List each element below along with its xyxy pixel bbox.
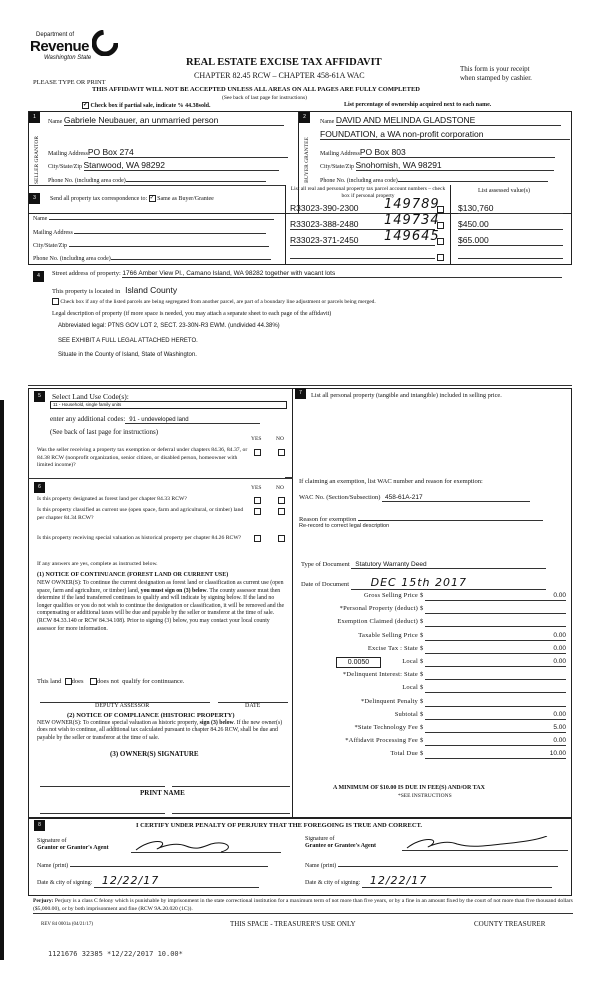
buyer-name: DAVID AND MELINDA GLADSTONE [336, 115, 561, 126]
text: NEW OWNER(S): To continue the current designation as forest land or classification as current use (open space, farm and agriculture, or timber) land, [37, 580, 284, 594]
label: Grantee or Grantee's Agent [305, 843, 377, 849]
text: NEW OWNER(S): To continue special valuation as historic property, [37, 720, 199, 726]
parcel-number [290, 229, 440, 246]
fee-value[interactable]: 0.00 [425, 592, 566, 601]
exemption-no-checkbox[interactable] [278, 449, 285, 456]
logo-dept: Department of [36, 32, 75, 38]
seller-mail: PO Box 274 [88, 147, 288, 158]
text: . The county assessor must then determine if the land transferred continues to qualify and will indicate by signing below. If the land no longer qualifies or you do not wish to continue the designation or classification, it will be removed and the compensating or additional taxes will be due and payable by the seller or transferor at the time of sale. (RCW 84.33.140 or RCW 84.34.108). Prior to signing (3) below, you may contact your local county assessor for more information. [37, 587, 285, 632]
partial-sale-label: Check box if partial sale, indicate % 44.38sold. [90, 102, 211, 109]
section-number-6: 6 [34, 482, 45, 493]
buyer-side-label: BUYER GRANTEE [304, 137, 310, 183]
currency-symbol: $ [420, 605, 424, 613]
label: Name (print) [37, 863, 69, 869]
label: Street address of property: [52, 270, 121, 277]
minimum-due-note: A MINIMUM OF $10.00 IS DUE IN FEE(S) AND/OR TAX [333, 785, 485, 791]
doc-date-field[interactable] [301, 576, 546, 590]
currency-symbol: $ [420, 592, 424, 599]
segregated-field [52, 298, 376, 305]
label: Type of Document [301, 561, 350, 568]
assessed-value-empty [458, 252, 563, 259]
section-number-5: 5 [34, 391, 45, 402]
buyer-phone-field[interactable] [320, 175, 548, 184]
assessed-values-header: List assessed value(s) [478, 188, 530, 194]
continuance-choice [37, 678, 184, 685]
chapter-line: CHAPTER 82.45 RCW – CHAPTER 458-61A WAC [194, 71, 365, 80]
reason-field[interactable] [299, 514, 543, 523]
label: Mailing Address [320, 151, 360, 157]
deputy-assessor-label: DEPUTY ASSESSOR [95, 703, 150, 709]
seller-side-label: SELLER GRANTOR [34, 135, 40, 185]
fee-label: Subtotal [394, 710, 418, 718]
perjury-text: Perjury is a class C felony which is punishable by imprisonment in the state correctional institution for a maximum term of not more than five years, or by a fine in an amount fixed by the court of not more than five thousand dollars ($5,000.00), or by both imprisonment and fine (RCW 9A.20.020 (1C)). [33, 898, 573, 912]
label: Same as Buyer/Grantee [157, 195, 214, 202]
label: City/State/Zip [48, 164, 82, 170]
buyer-city: Snohomish, WA 98291 [356, 160, 554, 171]
divider [285, 477, 293, 478]
corr-city-field[interactable] [33, 240, 269, 249]
seller-mail-field[interactable] [48, 147, 288, 158]
label: Name [320, 119, 335, 125]
partial-sale-checkbox[interactable]: ✓ [83, 102, 89, 108]
seller-city: Stanwood, WA 98292 [84, 160, 279, 171]
parcel-number-text: R33023-371-2450 [290, 235, 359, 245]
print-name-label: PRINT NAME [140, 789, 185, 797]
fee-label: *Delinquent Penalty [360, 697, 418, 705]
certify-heading: I CERTIFY UNDER PENALTY OF PERJURY THAT THE FOREGOING IS TRUE AND CORRECT. [136, 822, 423, 829]
buyer-name-2-field[interactable] [320, 129, 570, 140]
label: This land [37, 678, 62, 685]
owner-signature-title: (3) OWNER(S) SIGNATURE [110, 750, 199, 758]
text-bold: sign (3) below [199, 720, 234, 726]
tax-correspondence [50, 195, 214, 202]
grantee-signature-icon [402, 836, 552, 854]
no-header: NO [276, 436, 284, 442]
parcel-handwritten-id: 149734 [384, 213, 440, 228]
see-instructions: *SEE INSTRUCTIONS [398, 793, 452, 799]
label: Reason for exemption [299, 516, 357, 523]
see-back-note: (See back of last page for instructions) [50, 428, 159, 436]
notice-continuance-text [37, 580, 289, 633]
fee-value[interactable]: 0.00 [425, 658, 566, 667]
currency-symbol: $ [420, 631, 424, 639]
label: Signature of [305, 836, 335, 842]
historical-question: Is this property receiving special valuation as historical property per chapter 84.26 RCW? [37, 535, 242, 541]
currency-symbol: $ [420, 697, 424, 705]
text-bold: you must sign on (3) below [140, 587, 207, 594]
street-field[interactable] [52, 270, 562, 278]
legal-situate: Situate in the County of Island, State of Washington. [58, 352, 197, 358]
divider [285, 185, 286, 265]
seller-name-field[interactable] [48, 115, 284, 126]
fee-value[interactable] [425, 671, 566, 680]
currency-symbol: $ [420, 684, 424, 692]
label: Grantor or Grantor's Agent [37, 845, 109, 851]
assessed-value: $65.000 [458, 235, 563, 246]
label: Phone No. (including area code) [33, 256, 111, 262]
fee-label: *State Technology Fee [354, 724, 418, 731]
grantee-date: 12/22/17 [362, 874, 552, 888]
fee-value[interactable] [425, 605, 566, 614]
historical-no-checkbox[interactable] [278, 535, 285, 542]
text: . If the new owner(s) does not wish to continue, all additional tax calculated pursuant to chapter 84.26 RCW, shall be due and payable by the seller or transferor at the time of sale. [37, 720, 283, 741]
treasurer-space-label: THIS SPACE - TREASURER'S USE ONLY [230, 920, 356, 928]
perjury-notice [33, 897, 573, 914]
scan-edge [0, 400, 4, 960]
section-number-8: 8 [34, 820, 45, 831]
date-label: DATE [245, 703, 261, 709]
receipt-note-2: when stamped by cashier. [460, 74, 532, 82]
fee-value[interactable]: 0.00 [425, 632, 566, 641]
buyer-name-field[interactable] [320, 115, 561, 126]
corr-phone-field[interactable] [33, 253, 271, 262]
label: qualify for continuance. [122, 678, 185, 685]
dor-logo-icon [92, 30, 118, 56]
fee-value[interactable] [425, 698, 566, 707]
grantee-signature-field[interactable] [402, 836, 568, 851]
section-number-1: 1 [29, 112, 40, 123]
section-number-4: 4 [33, 271, 44, 282]
notice-compliance-text [37, 720, 292, 742]
additional-codes-field[interactable] [50, 415, 260, 424]
county-treasurer-label: COUNTY TREASURER [474, 920, 546, 928]
no-header: NO [276, 485, 284, 491]
wac-number: 458-61A-217 [382, 494, 530, 502]
exemption-label: If claiming an exemption, list WAC number and reason for exemption: [299, 478, 483, 485]
label: enter any additional codes: [50, 415, 126, 423]
label: Signature of [37, 838, 67, 844]
buyer-city-field[interactable] [320, 160, 554, 171]
land-use-label: Select Land Use Code(s): [52, 392, 129, 401]
fee-value[interactable] [425, 618, 566, 627]
wac-field[interactable] [299, 494, 530, 502]
label: Name (print) [305, 863, 337, 869]
seller-phone [126, 175, 266, 182]
divider [450, 185, 451, 265]
document-date: DEC 15th 2017 [351, 576, 546, 590]
historical-yes-checkbox[interactable] [254, 535, 261, 542]
currency-symbol: $ [420, 658, 424, 665]
seller-phone-field[interactable] [48, 175, 266, 184]
seller-name: Gabriele Neubauer, an unmarried person [64, 115, 284, 126]
buyer-mail-field[interactable] [320, 147, 555, 158]
fee-label: Total Due [390, 750, 418, 758]
fee-label: *Personal Property (deduct) [339, 605, 418, 613]
partial-sale [82, 102, 211, 109]
land-use-code-select[interactable]: 11 - Household, single family units [50, 401, 287, 409]
fee-value[interactable]: 0.00 [425, 645, 566, 654]
fee-label: Local [402, 684, 418, 692]
fee-label: Excise Tax : State [367, 644, 418, 652]
form-revision: REV 84 0001a (04/21/17) [41, 922, 93, 927]
parcel-row [290, 229, 444, 246]
label: Name [33, 216, 48, 222]
currency-symbol: $ [420, 724, 424, 731]
fee-value[interactable]: 5.00 [425, 724, 566, 733]
assessed-value: $130,760 [458, 203, 563, 214]
additional-codes: 91 - undeveloped land [125, 417, 260, 424]
corr-name-field[interactable] [33, 213, 274, 222]
section-number-7: 7 [295, 388, 306, 399]
owner-signature-line[interactable] [172, 786, 290, 787]
notice-continuance-title: (1) NOTICE OF CONTINUANCE (FOREST LAND OR CURRENT USE) [37, 572, 229, 578]
label: Send all property tax correspondence to: [50, 195, 148, 202]
label: does not [97, 678, 119, 685]
exemption-reason: Re-record to correct legal description [299, 523, 390, 529]
label: City/State/Zip [33, 243, 67, 249]
label: does [71, 678, 84, 685]
doc-type-field[interactable] [301, 561, 546, 569]
street-address: 1766 Amber View Pl., Camano Island, WA 98282 together with vacant lots [122, 270, 562, 278]
grantor-signature-label [37, 838, 109, 852]
label: Mailing Address [48, 151, 88, 157]
grantor-date-field[interactable] [37, 874, 259, 888]
fee-value[interactable]: 0.00 [425, 737, 566, 746]
forest-land-question: Is this property designated as forest land per chapter 84.33 RCW? [37, 496, 187, 502]
fee-label: Local [402, 658, 418, 665]
grantee-name-field[interactable] [305, 860, 558, 869]
fee-value[interactable]: 10.00 [425, 750, 566, 759]
grantor-date: 12/22/17 [94, 874, 259, 888]
county: Island County [125, 285, 178, 295]
yes-header: YES [251, 436, 262, 442]
if-any-note: If any answers are yes, complete as instructed below. [37, 561, 158, 567]
assessed-value: $450.00 [458, 219, 563, 230]
treasurer-stamp: 1121676 32385 *12/22/2017 10.00* [48, 950, 183, 958]
label: City/State/Zip [320, 164, 354, 170]
label: Date & city of signing: [37, 880, 93, 886]
grantee-date-field[interactable] [305, 874, 552, 888]
divider [28, 185, 285, 186]
print-name-line[interactable] [40, 813, 165, 814]
personal-property-checkbox[interactable] [437, 254, 444, 261]
section-number-3: 3 [29, 193, 40, 204]
fee-value[interactable]: 0.00 [425, 711, 566, 720]
parcel-number-text: R33023-390-2300 [290, 203, 359, 213]
fee-label: *Delinquent Interest: State [342, 671, 418, 679]
please-type: PLEASE TYPE OR PRINT [33, 79, 106, 86]
label: Check box if any of the listed parcels are being segregated from another parcel, are part of a boundary line adjustment or parcels being merged. [60, 298, 376, 305]
does-not-checkbox[interactable] [90, 678, 97, 685]
forest-no-checkbox[interactable] [278, 497, 285, 504]
parcel-handwritten-id: 149645 [384, 229, 440, 244]
label: Date of Document [301, 581, 350, 588]
label: Phone No. (including area code) [48, 178, 126, 184]
divider [28, 385, 572, 386]
notice-compliance-title: (2) NOTICE OF COMPLIANCE (HISTORIC PROPERTY) [67, 712, 235, 719]
currency-symbol: $ [420, 737, 424, 745]
form-title: REAL ESTATE EXCISE TAX AFFIDAVIT [186, 57, 382, 68]
exemption-yes-checkbox[interactable] [254, 449, 261, 456]
receipt-note-1: This form is your receipt [460, 65, 530, 73]
currency-symbol: $ [420, 644, 424, 652]
legal-description-label: Legal description of property (if more space is needed, you may attach a separate sheet to each page of the affidavit) [52, 311, 332, 317]
grantor-signature-icon [131, 838, 241, 856]
seller-city-field[interactable] [48, 160, 279, 171]
does-checkbox[interactable] [65, 678, 72, 685]
same-as-buyer-checkbox[interactable]: ✓ [149, 195, 155, 201]
buyer-name-2: FOUNDATION, a WA non-profit corporation [320, 129, 570, 140]
section-number-2: 2 [299, 112, 310, 123]
grantee-signature-label [305, 836, 376, 850]
local-rate-input[interactable]: 0.0050 [336, 657, 381, 668]
parcels-header: List all real and personal property tax parcel account numbers – check box if personal property [290, 186, 446, 199]
exemption-question: Was the seller receiving a property tax exemption or deferral under chapters 84.36, 84.37, or 84.38 RCW (nonprofit organization, senior citizen, or disabled person, homeowner with limited income)? [37, 447, 248, 468]
fee-label: Taxable Selling Price [358, 631, 418, 639]
parcel-handwritten-id: 149789 [384, 197, 440, 212]
currency-symbol: $ [420, 750, 424, 758]
logo-revenue: Revenue [30, 38, 90, 55]
grantor-signature-field[interactable] [131, 838, 281, 853]
current-use-yes-checkbox[interactable] [254, 508, 261, 515]
print-name-line[interactable] [172, 813, 290, 814]
see-back: (See back of last page for instructions) [222, 95, 307, 101]
grantor-name-field[interactable] [37, 860, 268, 869]
current-use-question: Is this property classified as current use (open space, farm and agricultural, or timber) land per chapter 84.34 RCW? [37, 507, 244, 521]
parcel-number-text: R33023-388-2480 [290, 219, 359, 229]
owner-signature-line[interactable] [40, 786, 165, 787]
fee-value[interactable] [425, 684, 566, 693]
label: Date & city of signing: [305, 880, 361, 886]
fee-label: Exemption Claimed (deduct) [337, 618, 418, 626]
personal-property-label: List all personal property (tangible and intangible) included in selling price. [311, 392, 502, 399]
label: This property is located in [52, 288, 121, 295]
current-use-no-checkbox[interactable] [278, 508, 285, 515]
fee-label: *Affidavit Processing Fee [345, 737, 418, 745]
currency-symbol: $ [420, 710, 424, 718]
label: Mailing Address [33, 230, 73, 236]
buyer-mail: PO Box 803 [360, 147, 555, 158]
document-type: Statutory Warranty Deed [351, 561, 546, 569]
currency-symbol: $ [420, 618, 424, 626]
segregated-checkbox[interactable] [52, 298, 59, 305]
buyer-phone [398, 175, 548, 182]
divider [28, 478, 293, 479]
logo-state: Washington State [44, 55, 92, 61]
list-pct-note: List percentage of ownership acquired next to each name. [344, 102, 492, 108]
corr-mail-field[interactable] [33, 227, 266, 236]
yes-header: YES [251, 485, 262, 491]
forest-yes-checkbox[interactable] [254, 497, 261, 504]
label: Phone No. (including area code) [320, 178, 398, 184]
legal-abbreviated: Abbreviated legal: PTNS GOV LOT 2, SECT. 23-30N-R3 EWM. (undivided 44.38%) [58, 323, 280, 329]
fee-label: Gross Selling Price [364, 592, 418, 599]
label: Name [48, 119, 63, 125]
parcel-row-empty [290, 252, 444, 261]
perjury-label: Perjury: [33, 898, 54, 904]
currency-symbol: $ [420, 671, 424, 679]
warning: THIS AFFIDAVIT WILL NOT BE ACCEPTED UNLESS ALL AREAS ON ALL PAGES ARE FULLY COMPLETED [92, 86, 420, 93]
label: WAC No. (Section/Subsection) [299, 494, 381, 501]
legal-exhibit: SEE EXHIBIT A FULL LEGAL ATTACHED HERETO. [58, 338, 198, 344]
located-field [52, 285, 177, 295]
